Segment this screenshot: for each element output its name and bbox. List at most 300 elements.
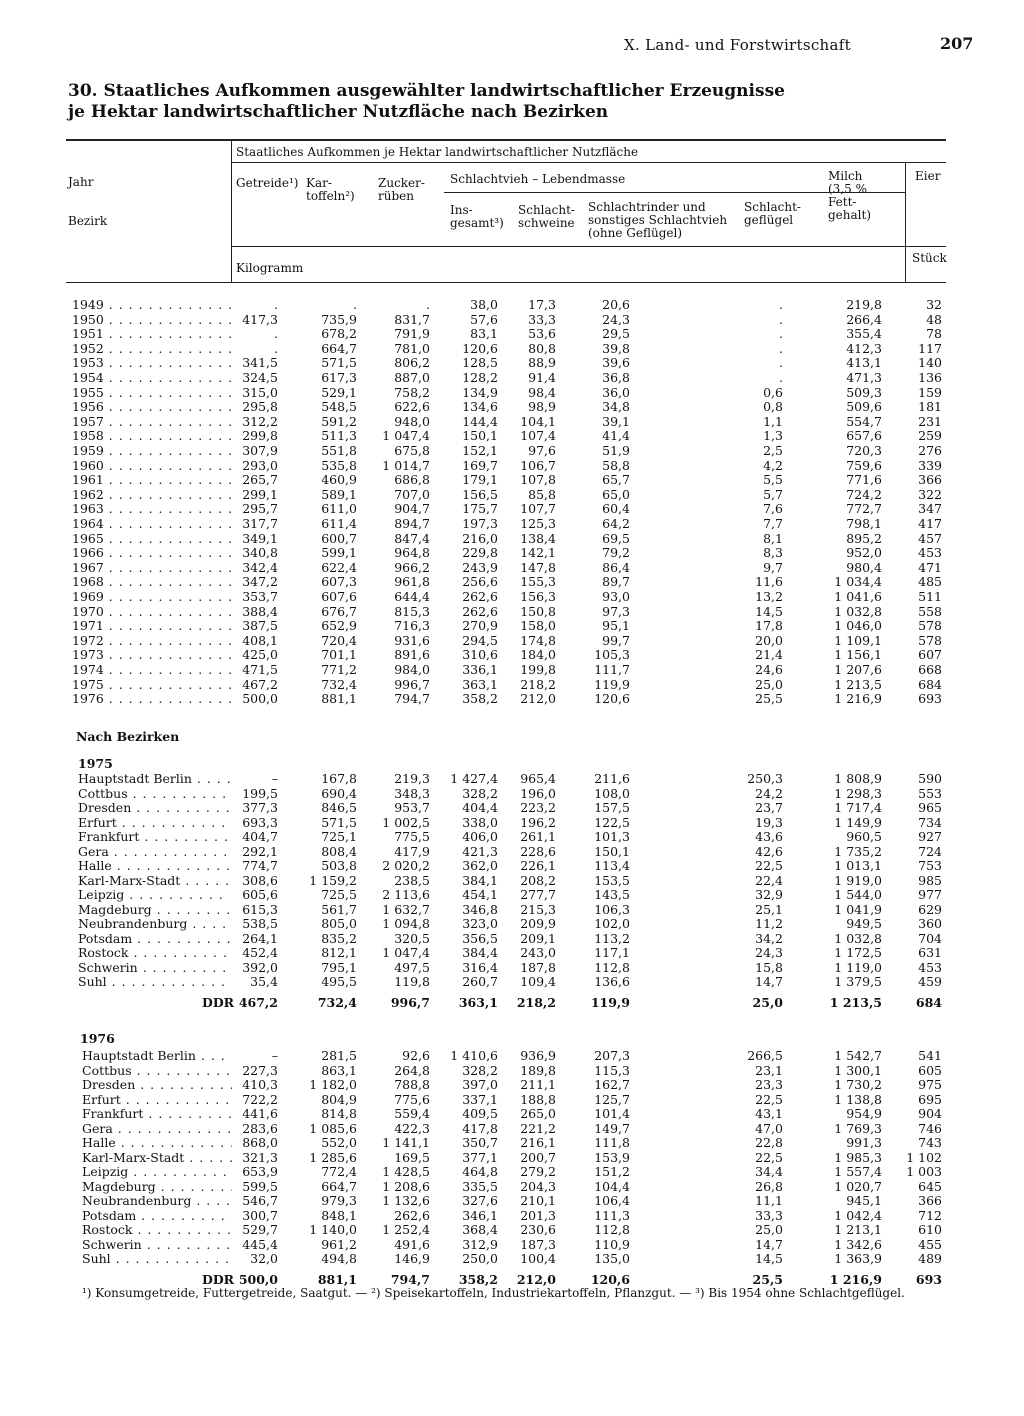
table-row [0, 1107, 1024, 1121]
cell-eier: 181 [918, 399, 942, 415]
table-row-total [0, 1273, 1024, 1287]
cell-gefluegel: 34,2 [755, 930, 783, 946]
row-label: 1975 . . . [72, 678, 232, 692]
cell-milch: 1 363,9 [834, 1251, 882, 1266]
row-label: Magdeburg . . . [78, 903, 230, 917]
cell-rinder: 112,8 [594, 959, 630, 975]
cell-schweine: 147,8 [520, 559, 556, 575]
cell-kartoffeln: 571,5 [321, 355, 357, 371]
cell-gefluegel: 43,6 [755, 829, 783, 844]
cell-zuckerrueben: 966,2 [394, 559, 430, 575]
cell-getreide: 410,3 [242, 1077, 278, 1092]
cell-schweine: 196,0 [520, 785, 556, 801]
cell-insgesamt: 338,0 [462, 814, 498, 830]
cell-eier: 1 003 [906, 1164, 942, 1179]
cell-getreide: 317,7 [242, 516, 278, 531]
cell-gefluegel: 34,4 [755, 1164, 783, 1179]
cell-rinder: 162,7 [594, 1077, 630, 1092]
cell-milch: 1 985,3 [834, 1149, 882, 1165]
table-row [0, 356, 1024, 370]
cell-gefluegel: 22,8 [755, 1135, 783, 1150]
kartoffeln-header: Kar- toffeln²) [306, 176, 355, 203]
cell-rinder: 143,5 [594, 887, 630, 902]
table-row [0, 830, 1024, 844]
cell-kartoffeln: . [353, 297, 357, 312]
cell-gefluegel: . [779, 355, 783, 371]
section-nach-bezirken: Nach Bezirken [76, 729, 180, 744]
row-label: 1949 . . . [72, 298, 232, 312]
cell-insgesamt: 294,5 [462, 632, 498, 648]
cell-rinder: 58,8 [602, 457, 630, 473]
row-label: 1967 . . . [72, 561, 232, 575]
cell-insgesamt: 384,4 [462, 945, 498, 960]
cell-kartoffeln: 664,7 [321, 1178, 357, 1194]
cell-zuckerrueben: 1 047,4 [382, 428, 430, 444]
cell-eier: 578 [918, 618, 942, 634]
cell-eier: 136 [918, 370, 942, 385]
cell-getreide: 467,2 [242, 676, 278, 692]
cell-kartoffeln: 664,7 [321, 340, 357, 356]
row-label: Cottbus . . . [82, 1064, 232, 1078]
page-number: 207 [940, 34, 974, 53]
cell-kartoffeln: 599,1 [321, 545, 357, 561]
cell-zuckerrueben: 1 632,7 [382, 901, 430, 917]
table-row [0, 575, 1024, 589]
cell-kartoffeln: 503,8 [321, 858, 357, 873]
cell-schweine: 218,2 [520, 676, 556, 692]
cell-schweine: 936,9 [520, 1048, 556, 1063]
cell-eier: 610 [918, 1222, 942, 1237]
cell-eier: 704 [918, 930, 942, 946]
cell-getreide: 404,7 [242, 829, 278, 844]
cell-getreide: 693,3 [242, 814, 278, 830]
cell-rinder: 150,1 [594, 843, 630, 859]
cell-insgesamt: 417,8 [462, 1120, 498, 1136]
row-label: 1962 . . . [72, 488, 232, 502]
cell-kartoffeln: 617,3 [321, 370, 357, 385]
cell-schweine: 107,8 [520, 472, 556, 488]
cell-insgesamt: 328,2 [462, 785, 498, 801]
cell-schweine: 106,7 [520, 457, 556, 473]
row-label: Cottbus . . . [78, 787, 230, 801]
cell-schweine: 209,9 [520, 916, 556, 931]
table-row [0, 678, 1024, 692]
cell-getreide: . [274, 340, 278, 356]
row-label-ddr: DDR [202, 1271, 235, 1287]
cell-milch: 1 041,9 [834, 901, 882, 917]
cell-rinder: 111,8 [594, 1135, 630, 1150]
cell-milch: 1 298,3 [834, 785, 882, 801]
cell-zuckerrueben: 775,6 [394, 1091, 430, 1107]
cell-insgesamt: 57,6 [470, 311, 498, 327]
cell-rinder: 99,7 [602, 632, 630, 648]
cell-eier: 746 [918, 1120, 942, 1136]
cell-eier: 607 [918, 647, 942, 663]
eier-header: Eier [915, 169, 941, 183]
cell-kartoffeln: 167,8 [321, 771, 357, 786]
table-row [0, 1078, 1024, 1092]
table-row [0, 327, 1024, 341]
table-row [0, 517, 1024, 531]
cell-schweine: 211,1 [520, 1077, 556, 1092]
table-row [0, 590, 1024, 604]
table-row [0, 634, 1024, 648]
cell-gefluegel: 23,7 [755, 800, 783, 815]
cell-schweine: 196,2 [520, 814, 556, 830]
cell-rinder: 112,8 [594, 1222, 630, 1237]
cell-eier: 366 [918, 1193, 942, 1208]
cell-kartoffeln: 591,2 [321, 413, 357, 429]
cell-schweine: 228,6 [520, 843, 556, 859]
cell-eier: 231 [918, 413, 942, 429]
cell-getreide: 377,3 [242, 800, 278, 815]
cell-insgesamt: 150,1 [462, 428, 498, 444]
cell-rinder: 135,0 [594, 1251, 630, 1266]
cell-zuckerrueben: 2 113,6 [382, 887, 430, 902]
cell-insgesamt: 179,1 [462, 472, 498, 488]
cell-rinder: 117,1 [594, 945, 630, 960]
cell-insgesamt: 1 427,4 [450, 771, 498, 786]
cell-gefluegel: 1,1 [763, 413, 783, 429]
cell-rinder: 110,9 [594, 1236, 630, 1252]
table-row [0, 1252, 1024, 1266]
table-row [0, 932, 1024, 946]
cell-eier: 977 [918, 887, 942, 902]
row-label: Schwerin . . . [78, 961, 230, 975]
header-unit-rule-upper [231, 246, 946, 247]
cell-schweine: 98,9 [528, 399, 556, 415]
cell-rinder: 29,5 [602, 326, 630, 342]
cell-eier: 753 [918, 858, 942, 873]
cell-kartoffeln: 808,4 [321, 843, 357, 859]
cell-insgesamt: 316,4 [462, 959, 498, 975]
row-label: Dresden . . . [78, 801, 230, 815]
table-row [0, 386, 1024, 400]
cell-eier: 347 [918, 501, 942, 517]
cell-getreide: 292,1 [242, 843, 278, 859]
cell-gefluegel: 26,8 [755, 1178, 783, 1194]
cell-gefluegel: 1,3 [763, 428, 783, 444]
cell-eier: 553 [918, 785, 942, 801]
cell-insgesamt: 336,1 [462, 662, 498, 677]
cell-zuckerrueben: 1 002,5 [382, 814, 430, 830]
cell-getreide: 32,0 [250, 1251, 278, 1266]
row-label: Frankfurt . . . [82, 1107, 232, 1121]
cell-milch: 724,2 [846, 486, 882, 502]
row-label: 1964 . . . [72, 517, 232, 531]
cell-insgesamt: 337,1 [462, 1091, 498, 1107]
cell-gefluegel: 8,1 [763, 530, 783, 546]
cell-kartoffeln: 1 140,0 [309, 1222, 357, 1237]
cell-rinder: 65,0 [602, 486, 630, 502]
cell-kartoffeln: 690,4 [321, 785, 357, 801]
row-label: Neubrandenburg . . . [78, 917, 230, 931]
table-row [0, 429, 1024, 443]
cell-zuckerrueben: 788,8 [394, 1077, 430, 1092]
cell-getreide: 445,4 [242, 1236, 278, 1252]
cell-gefluegel: 14,5 [755, 1251, 783, 1266]
cell-getreide: 295,7 [242, 501, 278, 517]
table-row [0, 772, 1024, 786]
cell-milch: 554,7 [846, 413, 882, 429]
cell-schweine: 17,3 [528, 297, 556, 312]
cell-rinder: 20,6 [602, 297, 630, 312]
cell-milch: 1 213,1 [834, 1222, 882, 1237]
cell-schweine: 104,1 [520, 413, 556, 429]
cell-eier: 590 [918, 771, 942, 786]
cell-gefluegel: 0,6 [763, 384, 783, 400]
table-row [0, 1165, 1024, 1179]
cell-total-rinder: 119,9 [590, 994, 630, 1010]
cell-kartoffeln: 1 085,6 [309, 1120, 357, 1136]
cell-rinder: 51,9 [602, 443, 630, 458]
cell-schweine: 226,1 [520, 858, 556, 873]
cell-kartoffeln: 551,8 [321, 443, 357, 458]
cell-schweine: 107,7 [520, 501, 556, 517]
cell-schweine: 212,0 [520, 691, 556, 707]
table-title-line-2: je Hektar landwirtschaftlicher Nutzfläche nach Bezirken [68, 102, 609, 122]
cell-rinder: 79,2 [602, 545, 630, 561]
row-label: 1958 . . . [72, 429, 232, 443]
cell-zuckerrueben: 931,6 [394, 632, 430, 648]
table-row [0, 1151, 1024, 1165]
cell-zuckerrueben: 964,8 [394, 545, 430, 561]
table-row [0, 1122, 1024, 1136]
cell-getreide: 599,5 [242, 1178, 278, 1194]
cell-zuckerrueben: 262,6 [394, 1207, 430, 1223]
cell-eier: 629 [918, 901, 942, 917]
cell-milch: 980,4 [846, 559, 882, 575]
cell-kartoffeln: 1 285,6 [309, 1149, 357, 1165]
cell-insgesamt: 346,1 [462, 1207, 498, 1223]
cell-zuckerrueben: 806,2 [394, 355, 430, 371]
cell-rinder: 36,8 [602, 370, 630, 385]
cell-zuckerrueben: 2 020,2 [382, 858, 430, 873]
cell-eier: 276 [918, 443, 942, 458]
cell-rinder: 136,6 [594, 974, 630, 989]
cell-zuckerrueben: 1 094,8 [382, 916, 430, 931]
cell-schweine: 210,1 [520, 1193, 556, 1208]
cell-insgesamt: 335,5 [462, 1178, 498, 1194]
cell-kartoffeln: 548,5 [321, 399, 357, 415]
cell-milch: 355,4 [846, 326, 882, 342]
row-label: Potsdam . . . [78, 932, 230, 946]
cell-kartoffeln: 1 159,2 [309, 872, 357, 888]
table-row [0, 415, 1024, 429]
cell-kartoffeln: 848,1 [321, 1207, 357, 1223]
table-row [0, 1136, 1024, 1150]
cell-gefluegel: 22,5 [755, 1149, 783, 1165]
table-row [0, 859, 1024, 873]
header-eier-divider [905, 162, 906, 282]
cell-zuckerrueben: 781,0 [394, 340, 430, 356]
cell-schweine: 98,4 [528, 384, 556, 400]
row-label: 1963 . . . [72, 502, 232, 516]
cell-gefluegel: 4,2 [763, 457, 783, 473]
cell-milch: 1 013,1 [834, 858, 882, 873]
row-label: 1952 . . . [72, 342, 232, 356]
cell-gefluegel: 15,8 [755, 959, 783, 975]
cell-milch: 1 109,1 [834, 632, 882, 648]
table-title-line-1: 30. Staatliches Aufkommen ausgewählter landwirtschaftlicher Erzeugnisse [68, 81, 785, 101]
cell-gefluegel: . [779, 370, 783, 385]
cell-rinder: 153,5 [594, 872, 630, 888]
cell-zuckerrueben: 1 208,6 [382, 1178, 430, 1194]
row-label: 1956 . . . [72, 400, 232, 414]
row-label: Leipzig . . . [78, 888, 230, 902]
row-label: Leipzig . . . [82, 1165, 232, 1179]
cell-schweine: 97,6 [528, 443, 556, 458]
cell-insgesamt: 454,1 [462, 887, 498, 902]
cell-schweine: 261,1 [520, 829, 556, 844]
cell-insgesamt: 409,5 [462, 1106, 498, 1121]
running-head: X. Land- und Forstwirtschaft [624, 36, 851, 54]
cell-milch: 1 032,8 [834, 930, 882, 946]
section-year-1975: 1975 [78, 756, 113, 771]
cell-getreide: – [271, 771, 278, 786]
cell-schweine: 138,4 [520, 530, 556, 546]
cell-zuckerrueben: 1 047,4 [382, 945, 430, 960]
cell-rinder: 41,4 [602, 428, 630, 444]
cell-getreide: 312,2 [242, 413, 278, 429]
cell-zuckerrueben: 497,5 [394, 959, 430, 975]
cell-kartoffeln: 732,4 [321, 676, 357, 692]
cell-schweine: 107,4 [520, 428, 556, 444]
cell-insgesamt: 134,6 [462, 399, 498, 415]
cell-rinder: 151,2 [594, 1164, 630, 1179]
cell-insgesamt: 262,6 [462, 603, 498, 619]
cell-milch: 1 542,7 [834, 1048, 882, 1063]
cell-insgesamt: 1 410,6 [450, 1048, 498, 1063]
cell-gefluegel: 11,1 [755, 1193, 783, 1208]
cell-zuckerrueben: 894,7 [394, 516, 430, 531]
cell-rinder: 207,3 [594, 1048, 630, 1063]
cell-milch: 1 213,5 [834, 676, 882, 692]
header-stub-divider [231, 140, 232, 282]
cell-milch: 771,6 [846, 472, 882, 488]
table-row [0, 874, 1024, 888]
row-label: Frankfurt . . . [78, 830, 230, 844]
cell-getreide: – [271, 1048, 278, 1063]
cell-schweine: 155,3 [520, 574, 556, 590]
cell-milch: 1 735,2 [834, 843, 882, 859]
cell-rinder: 24,3 [602, 311, 630, 327]
cell-schweine: 187,3 [520, 1236, 556, 1252]
cell-milch: 471,3 [846, 370, 882, 385]
insgesamt-header: Ins- gesamt³) [450, 203, 504, 230]
cell-zuckerrueben: 686,8 [394, 472, 430, 488]
table-row [0, 371, 1024, 385]
cell-kartoffeln: 725,5 [321, 887, 357, 902]
schlachtvieh-header: Schlachtvieh – Lebendmasse [450, 172, 626, 186]
cell-getreide: 387,5 [242, 618, 278, 634]
cell-eier: 578 [918, 632, 942, 648]
cell-eier: 453 [918, 959, 942, 975]
cell-rinder: 36,0 [602, 384, 630, 400]
cell-insgesamt: 250,0 [462, 1251, 498, 1266]
header-bottom-rule [66, 282, 946, 283]
row-label: 1951 . . . [72, 327, 232, 341]
cell-milch: 720,3 [846, 443, 882, 458]
cell-eier: 743 [918, 1135, 942, 1150]
cell-rinder: 95,1 [602, 618, 630, 634]
cell-schweine: 265,0 [520, 1106, 556, 1121]
cell-total-eier: 684 [915, 994, 942, 1010]
cell-kartoffeln: 511,3 [321, 428, 357, 444]
row-label: 1953 . . . [72, 356, 232, 370]
cell-rinder: 211,6 [594, 771, 630, 786]
cell-milch: 1 149,9 [834, 814, 882, 830]
cell-insgesamt: 404,4 [462, 800, 498, 815]
cell-milch: 1 034,4 [834, 574, 882, 590]
table-row [0, 663, 1024, 677]
cell-kartoffeln: 495,5 [321, 974, 357, 989]
footnote: ¹) Konsumgetreide, Futtergetreide, Saatgut. — ²) Speisekartoffeln, Industriekartoffeln, Pflanzgut. — ³) Bis 1954 ohne Schlachtgeflügel. [82, 1286, 905, 1300]
unit-stueck: Stück [912, 251, 947, 265]
table-row [0, 692, 1024, 706]
cell-kartoffeln: 600,7 [321, 530, 357, 546]
row-label: Halle . . . [82, 1136, 232, 1150]
table-row [0, 561, 1024, 575]
cell-getreide: 615,3 [242, 901, 278, 917]
cell-rinder: 153,9 [594, 1149, 630, 1165]
cell-rinder: 108,0 [594, 785, 630, 801]
table-row [0, 400, 1024, 414]
cell-eier: 48 [926, 311, 942, 327]
gefluegel-header: Schlacht- geflügel [744, 200, 801, 227]
cell-milch: 1 032,8 [834, 603, 882, 619]
cell-insgesamt: 346,8 [462, 901, 498, 917]
cell-rinder: 106,3 [594, 901, 630, 917]
cell-kartoffeln: 863,1 [321, 1062, 357, 1078]
cell-gefluegel: 33,3 [755, 1207, 783, 1223]
table-row [0, 502, 1024, 516]
cell-milch: 1 808,9 [834, 771, 882, 786]
cell-getreide: 315,0 [242, 384, 278, 400]
cell-eier: 417 [918, 516, 942, 531]
cell-insgesamt: 327,6 [462, 1193, 498, 1208]
cell-getreide: 299,8 [242, 428, 278, 444]
cell-kartoffeln: 652,9 [321, 618, 357, 634]
cell-gefluegel: 23,1 [755, 1062, 783, 1078]
cell-schweine: 200,7 [520, 1149, 556, 1165]
cell-milch: 798,1 [846, 516, 882, 531]
cell-gefluegel: 22,4 [755, 872, 783, 888]
cell-getreide: 408,1 [242, 632, 278, 648]
cell-schweine: 85,8 [528, 486, 556, 502]
cell-schweine: 100,4 [520, 1251, 556, 1266]
cell-zuckerrueben: 422,3 [394, 1120, 430, 1136]
cell-total-milch: 1 213,5 [829, 994, 882, 1010]
cell-eier: 927 [918, 829, 942, 844]
cell-kartoffeln: 812,1 [321, 945, 357, 960]
table-row [0, 1223, 1024, 1237]
cell-getreide: 605,6 [242, 887, 278, 902]
row-label: 1965 . . . [72, 532, 232, 546]
cell-gefluegel: 11,2 [755, 916, 783, 931]
cell-zuckerrueben: 1 428,5 [382, 1164, 430, 1179]
cell-insgesamt: 38,0 [470, 297, 498, 312]
cell-kartoffeln: 611,4 [321, 516, 357, 531]
cell-getreide: 349,1 [242, 530, 278, 546]
cell-gefluegel: 47,0 [755, 1120, 783, 1136]
cell-rinder: 104,4 [594, 1178, 630, 1194]
cell-kartoffeln: 611,0 [321, 501, 357, 517]
cell-milch: 960,5 [846, 829, 882, 844]
cell-kartoffeln: 460,9 [321, 472, 357, 488]
table-row [0, 473, 1024, 487]
cell-kartoffeln: 979,3 [321, 1193, 357, 1208]
